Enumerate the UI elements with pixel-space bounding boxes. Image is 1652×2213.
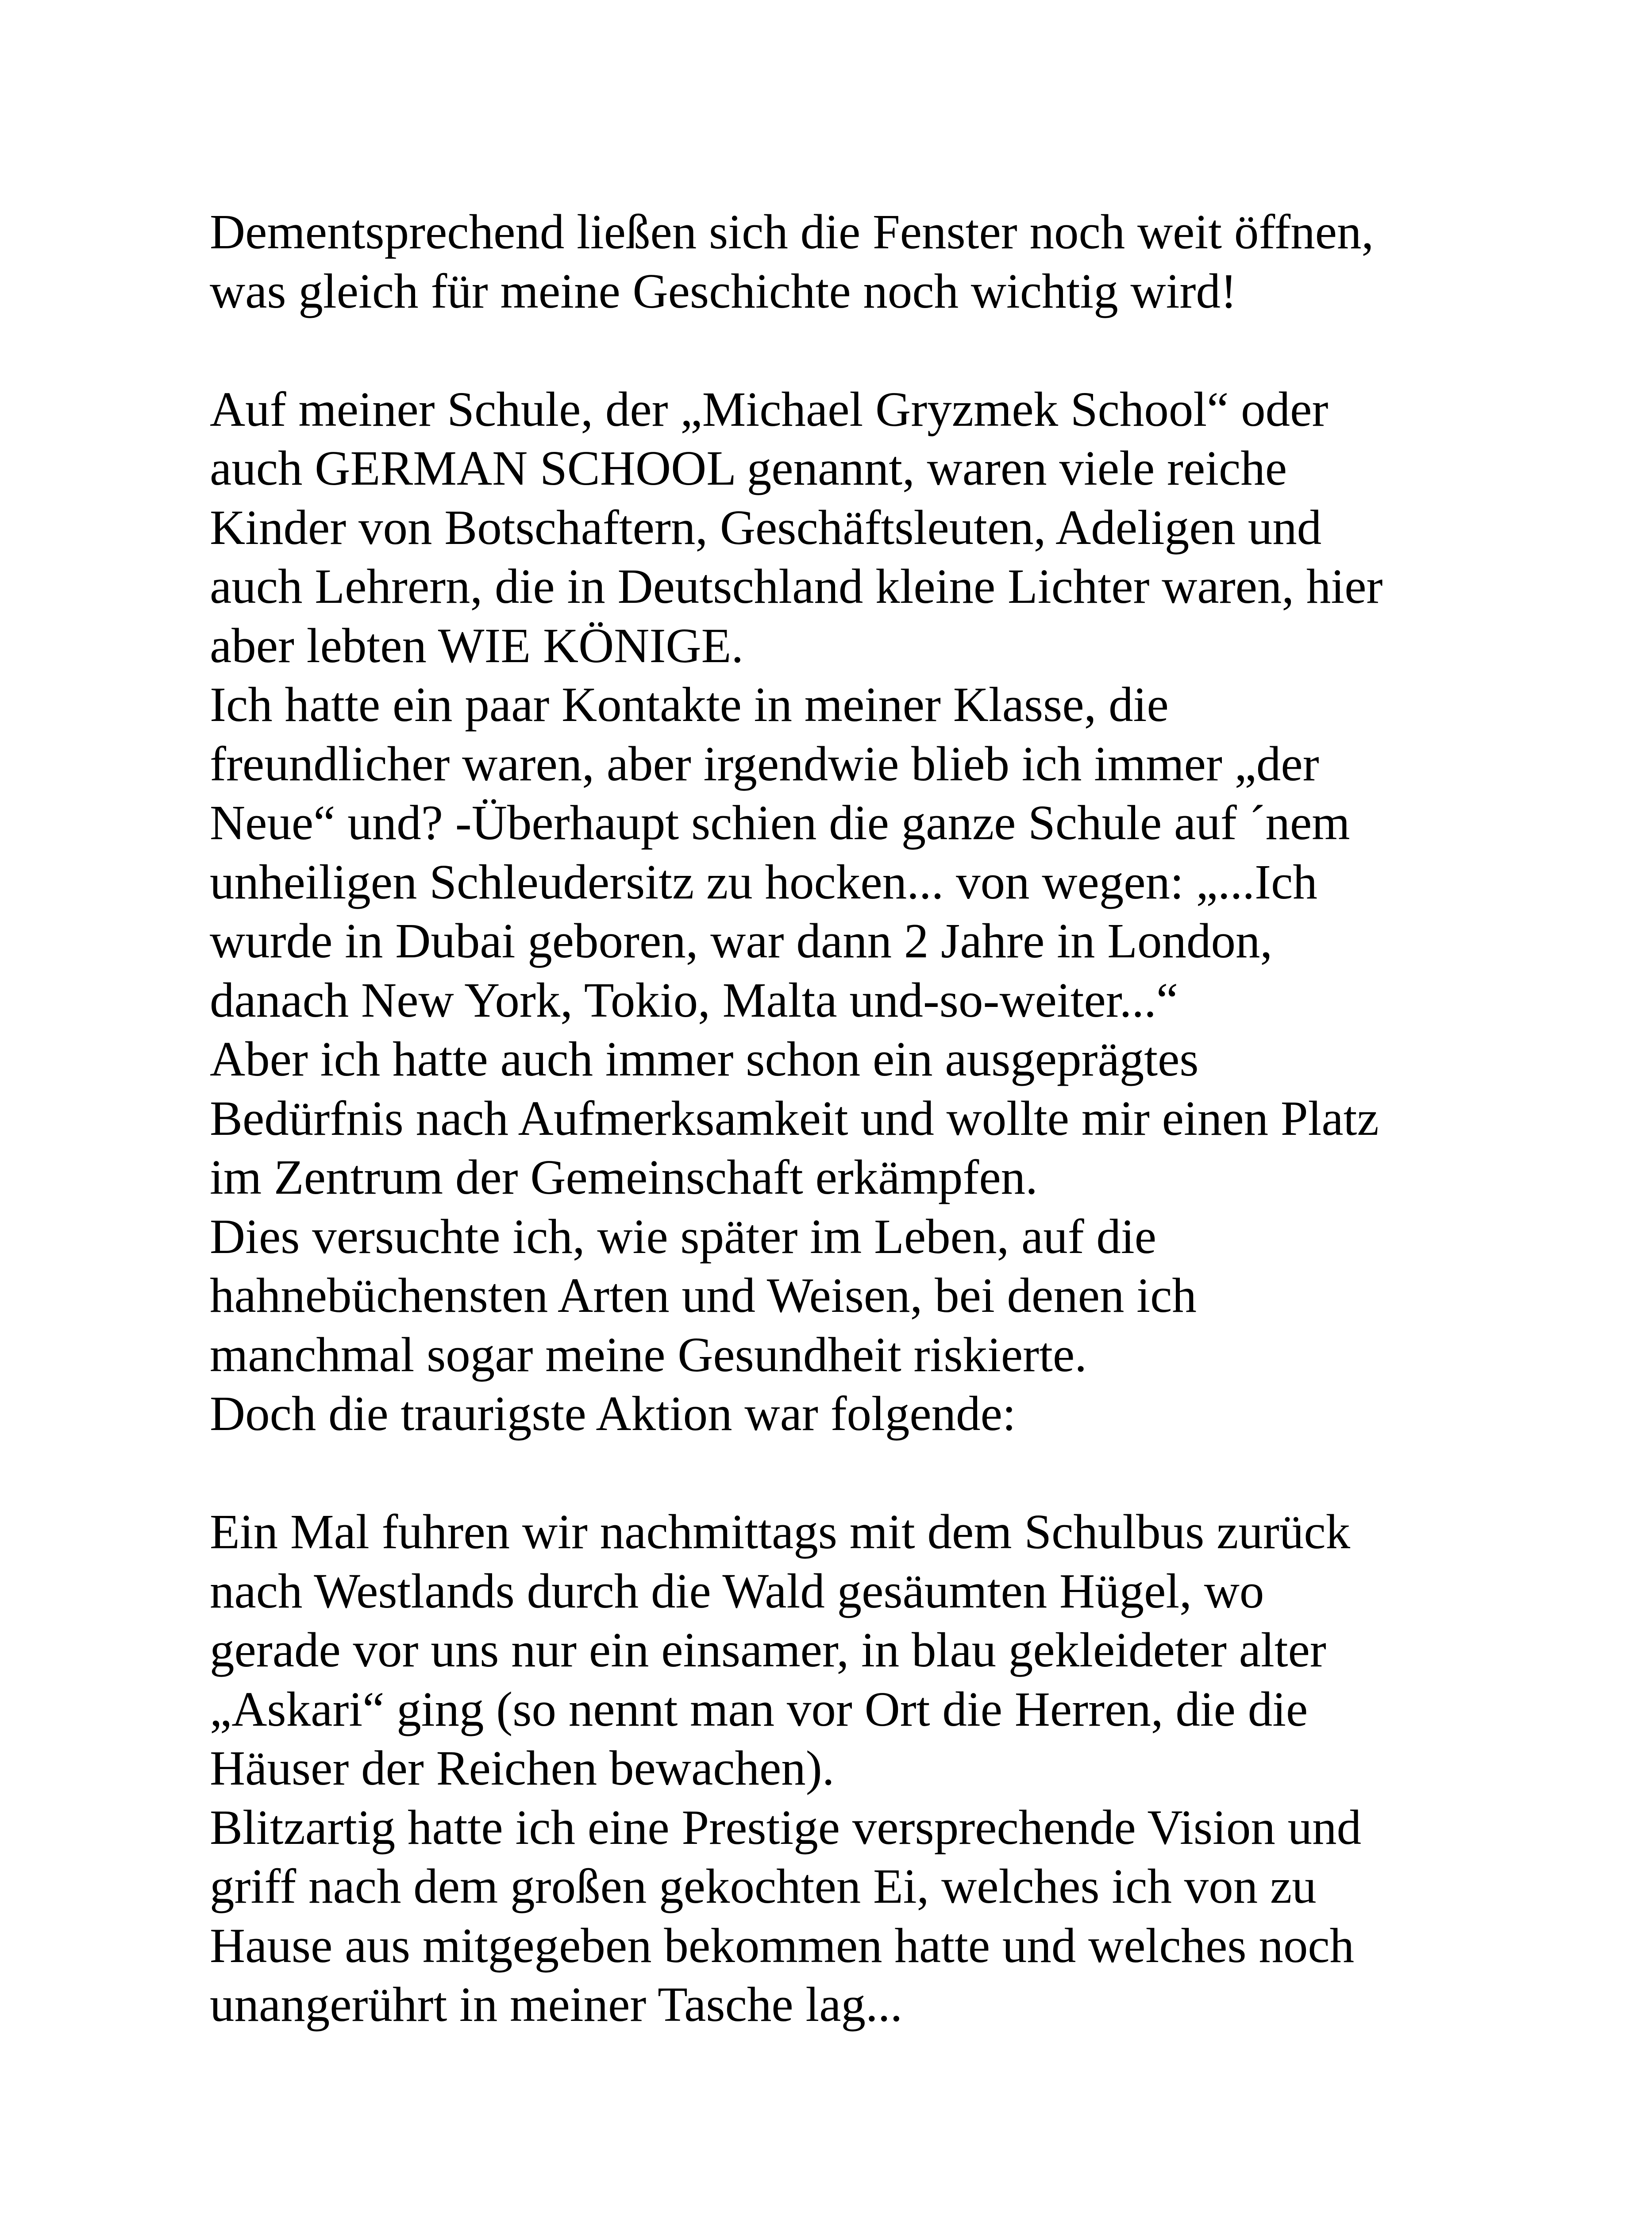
text-line: manchmal sogar meine Gesundheit riskierte. [210,1327,1087,1382]
text-line: griff nach dem großen gekochten Ei, welches ich von zu [210,1859,1317,1914]
text-line: „Askari“ ging (so nennt man vor Ort die Herren, die die [210,1682,1308,1737]
text-line: Ein Mal fuhren wir nachmittags mit dem Schulbus zurück [210,1505,1351,1559]
paragraph-break [210,1444,1582,1503]
text-line: was gleich für meine Geschichte noch wichtig wird! [210,264,1237,319]
text-line: Blitzartig hatte ich eine Prestige versprechende Vision und [210,1800,1362,1855]
text-line: Neue“ und? -Überhaupt schien die ganze Schule auf ´nem [210,796,1350,850]
text-line: danach New York, Tokio, Malta und-so-weiter...“ [210,973,1178,1028]
text-line: gerade vor uns nur ein einsamer, in blau gekleideter alter [210,1623,1326,1677]
document-text [210,203,1582,2035]
text-line: Hause aus mitgegeben bekommen hatte und welches noch [210,1918,1355,1973]
text-line: unheiligen Schleudersitz zu hocken... von wegen: „...Ich [210,855,1317,910]
text-line: auch GERMAN SCHOOL genannt, waren viele reiche [210,441,1287,496]
text-line: freundlicher waren, aber irgendwie blieb ich immer „der [210,736,1319,791]
text-line: hahnebüchensten Arten und Weisen, bei denen ich [210,1268,1197,1323]
text-line: Ich hatte ein paar Kontakte in meiner Klasse, die [210,678,1169,732]
text-line: Dies versuchte ich, wie später im Leben, auf die [210,1209,1157,1264]
text-line: wurde in Dubai geboren, war dann 2 Jahre in London, [210,914,1273,968]
text-line: Dementsprechend ließen sich die Fenster noch weit öffnen, [210,205,1374,259]
paragraph-break [210,321,1582,380]
text-line: Aber ich hatte auch immer schon ein ausgeprägtes [210,1032,1199,1087]
text-line: Auf meiner Schule, der „Michael Gryzmek School“ oder [210,382,1329,437]
text-line: im Zentrum der Gemeinschaft erkämpfen. [210,1150,1038,1205]
text-line: Kinder von Botschaftern, Geschäftsleuten, Adeligen und [210,500,1322,555]
text-line: aber lebten WIE KÖNIGE. [210,618,744,673]
text-line: Häuser der Reichen bewachen). [210,1741,835,1796]
text-line: Doch die traurigste Aktion war folgende: [210,1387,1016,1441]
text-line: nach Westlands durch die Wald gesäumten Hügel, wo [210,1564,1264,1619]
text-line: auch Lehrern, die in Deutschland kleine Lichter waren, hier [210,559,1383,614]
text-line: Bedürfnis nach Aufmerksamkeit und wollte mir einen Platz [210,1091,1379,1146]
text-line: unangerührt in meiner Tasche lag... [210,1978,903,2032]
